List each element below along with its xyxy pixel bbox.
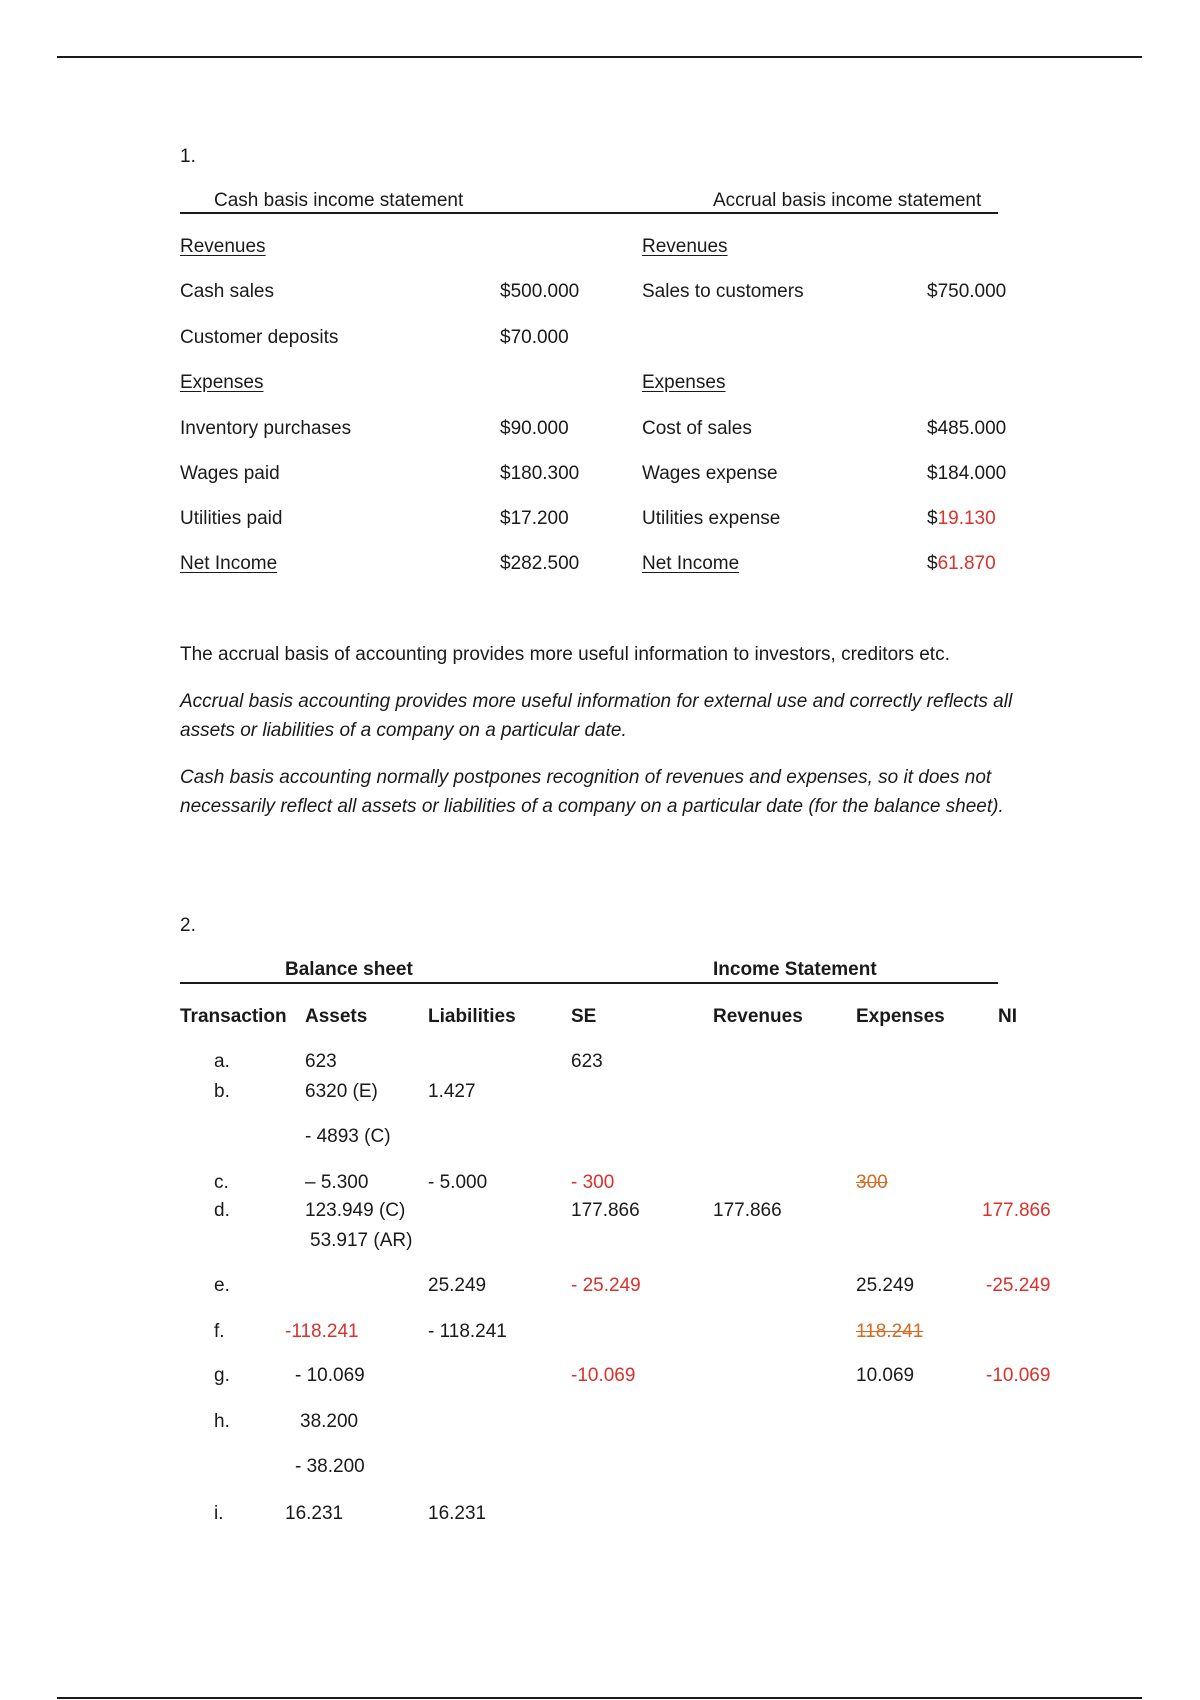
accrual-net-income-label: Net Income xyxy=(642,553,740,574)
income-statement-title: Income Statement xyxy=(713,959,877,980)
accrual-revenues-heading: Revenues xyxy=(642,236,728,257)
cash-expenses-heading: Expenses xyxy=(180,372,264,393)
row-f-assets: -118.241 xyxy=(285,1321,359,1342)
row-f-liabilities: - 118.241 xyxy=(428,1321,507,1342)
cash-sales-label: Cash sales xyxy=(180,281,274,302)
row-a-se: 623 xyxy=(571,1051,603,1072)
accrual-net-income-amount: 61.870 xyxy=(937,553,996,574)
row-a-label: a. xyxy=(214,1051,230,1072)
row-c-assets: – 5.300 xyxy=(305,1172,369,1193)
row-e-liabilities: 25.249 xyxy=(428,1275,487,1296)
row-g-assets: - 10.069 xyxy=(295,1365,365,1386)
row-e-ni: -25.249 xyxy=(986,1275,1051,1296)
row-d-ni: 177.866 xyxy=(982,1200,1051,1221)
row-e-expenses: 25.249 xyxy=(856,1275,915,1296)
row-d-label: d. xyxy=(214,1200,230,1221)
row-d-assets-2: 53.917 (AR) xyxy=(310,1230,413,1251)
row-e-se: - 25.249 xyxy=(571,1275,641,1296)
accrual-expenses-heading: Expenses xyxy=(642,372,726,393)
row-c-se: - 300 xyxy=(571,1172,615,1193)
row-i-liabilities: 16.231 xyxy=(428,1503,487,1524)
row-c-liabilities: - 5.000 xyxy=(428,1172,488,1193)
section-2-number: 2. xyxy=(180,915,196,936)
row-a-assets: 623 xyxy=(305,1051,337,1072)
inventory-purchases-label: Inventory purchases xyxy=(180,418,352,439)
row-c-expenses-struck: 300 xyxy=(856,1172,888,1193)
paragraph-cash-explanation: Cash basis accounting normally postpones recognition of revenues and expenses, so it does not necessarily reflect all assets or liabilities of a company on a particular date (for the balance sheet). xyxy=(180,767,1004,817)
cash-net-income-label: Net Income xyxy=(180,553,278,574)
section-1-number: 1. xyxy=(180,146,196,167)
utilities-expense-value xyxy=(927,508,996,530)
cost-of-sales-label: Cost of sales xyxy=(642,418,752,439)
wages-paid-label: Wages paid xyxy=(180,463,280,484)
customer-deposits-value: $70.000 xyxy=(500,327,569,348)
bottom-rule xyxy=(57,1697,1142,1699)
balance-sheet-title: Balance sheet xyxy=(285,959,413,980)
row-b-label: b. xyxy=(214,1081,230,1102)
row-d-assets: 123.949 (C) xyxy=(305,1200,406,1221)
col-header-expenses: Expenses xyxy=(856,1006,945,1027)
wages-paid-value: $180.300 xyxy=(500,463,580,484)
row-f-label: f. xyxy=(214,1321,225,1342)
utilities-paid-label: Utilities paid xyxy=(180,508,283,529)
row-d-revenues: 177.866 xyxy=(713,1200,782,1221)
cash-sales-value: $500.000 xyxy=(500,281,580,302)
col-header-assets: Assets xyxy=(305,1006,368,1027)
inventory-purchases-value: $90.000 xyxy=(500,418,569,439)
cash-basis-title: Cash basis income statement xyxy=(214,190,464,211)
row-g-label: g. xyxy=(214,1365,230,1386)
utilities-paid-value: $17.200 xyxy=(500,508,569,529)
row-c-label: c. xyxy=(214,1172,229,1193)
col-header-ni: NI xyxy=(998,1006,1017,1027)
col-header-transaction: Transaction xyxy=(180,1006,287,1027)
col-header-se: SE xyxy=(571,1006,597,1027)
currency-symbol: $ xyxy=(927,553,938,574)
utilities-expense-amount: 19.130 xyxy=(937,508,996,529)
cash-net-income-value: $282.500 xyxy=(500,553,580,574)
row-e-label: e. xyxy=(214,1275,230,1296)
cash-revenues-heading: Revenues xyxy=(180,236,266,257)
top-rule xyxy=(57,56,1142,58)
customer-deposits-label: Customer deposits xyxy=(180,327,339,348)
currency-symbol: $ xyxy=(927,508,938,529)
utilities-expense-label: Utilities expense xyxy=(642,508,781,529)
row-f-expenses-struck: 118.241 xyxy=(856,1321,924,1342)
cost-of-sales-value: $485.000 xyxy=(927,418,1007,439)
paragraph-accrual-usefulness: The accrual basis of accounting provides more useful information to investors, creditors etc. xyxy=(180,644,950,665)
col-header-revenues: Revenues xyxy=(713,1006,803,1027)
col-header-liabilities: Liabilities xyxy=(428,1006,516,1027)
wages-expense-label: Wages expense xyxy=(642,463,778,484)
row-h-assets-2: - 38.200 xyxy=(295,1456,365,1477)
section-2-header-rule xyxy=(180,982,998,984)
row-g-se: -10.069 xyxy=(571,1365,636,1386)
row-b-assets: 6320 (E) xyxy=(305,1081,378,1102)
sales-to-customers-label: Sales to customers xyxy=(642,281,804,302)
row-h-assets: 38.200 xyxy=(300,1411,359,1432)
section-1-header-rule xyxy=(180,212,998,214)
sales-to-customers-value: $750.000 xyxy=(927,281,1007,302)
row-g-expenses: 10.069 xyxy=(856,1365,915,1386)
row-b-assets-2: - 4893 (C) xyxy=(305,1126,391,1147)
row-d-se: 177.866 xyxy=(571,1200,640,1221)
accrual-net-income-value xyxy=(927,553,996,575)
row-h-label: h. xyxy=(214,1411,230,1432)
wages-expense-value: $184.000 xyxy=(927,463,1007,484)
row-i-label: i. xyxy=(214,1503,224,1524)
row-b-liabilities: 1.427 xyxy=(428,1081,476,1102)
row-g-ni: -10.069 xyxy=(986,1365,1051,1386)
row-i-assets: 16.231 xyxy=(285,1503,344,1524)
accrual-basis-title: Accrual basis income statement xyxy=(713,190,982,211)
paragraph-accrual-explanation: Accrual basis accounting provides more useful information for external use and correctly reflects all assets or liabilities of a company on a particular date. xyxy=(180,691,1013,741)
